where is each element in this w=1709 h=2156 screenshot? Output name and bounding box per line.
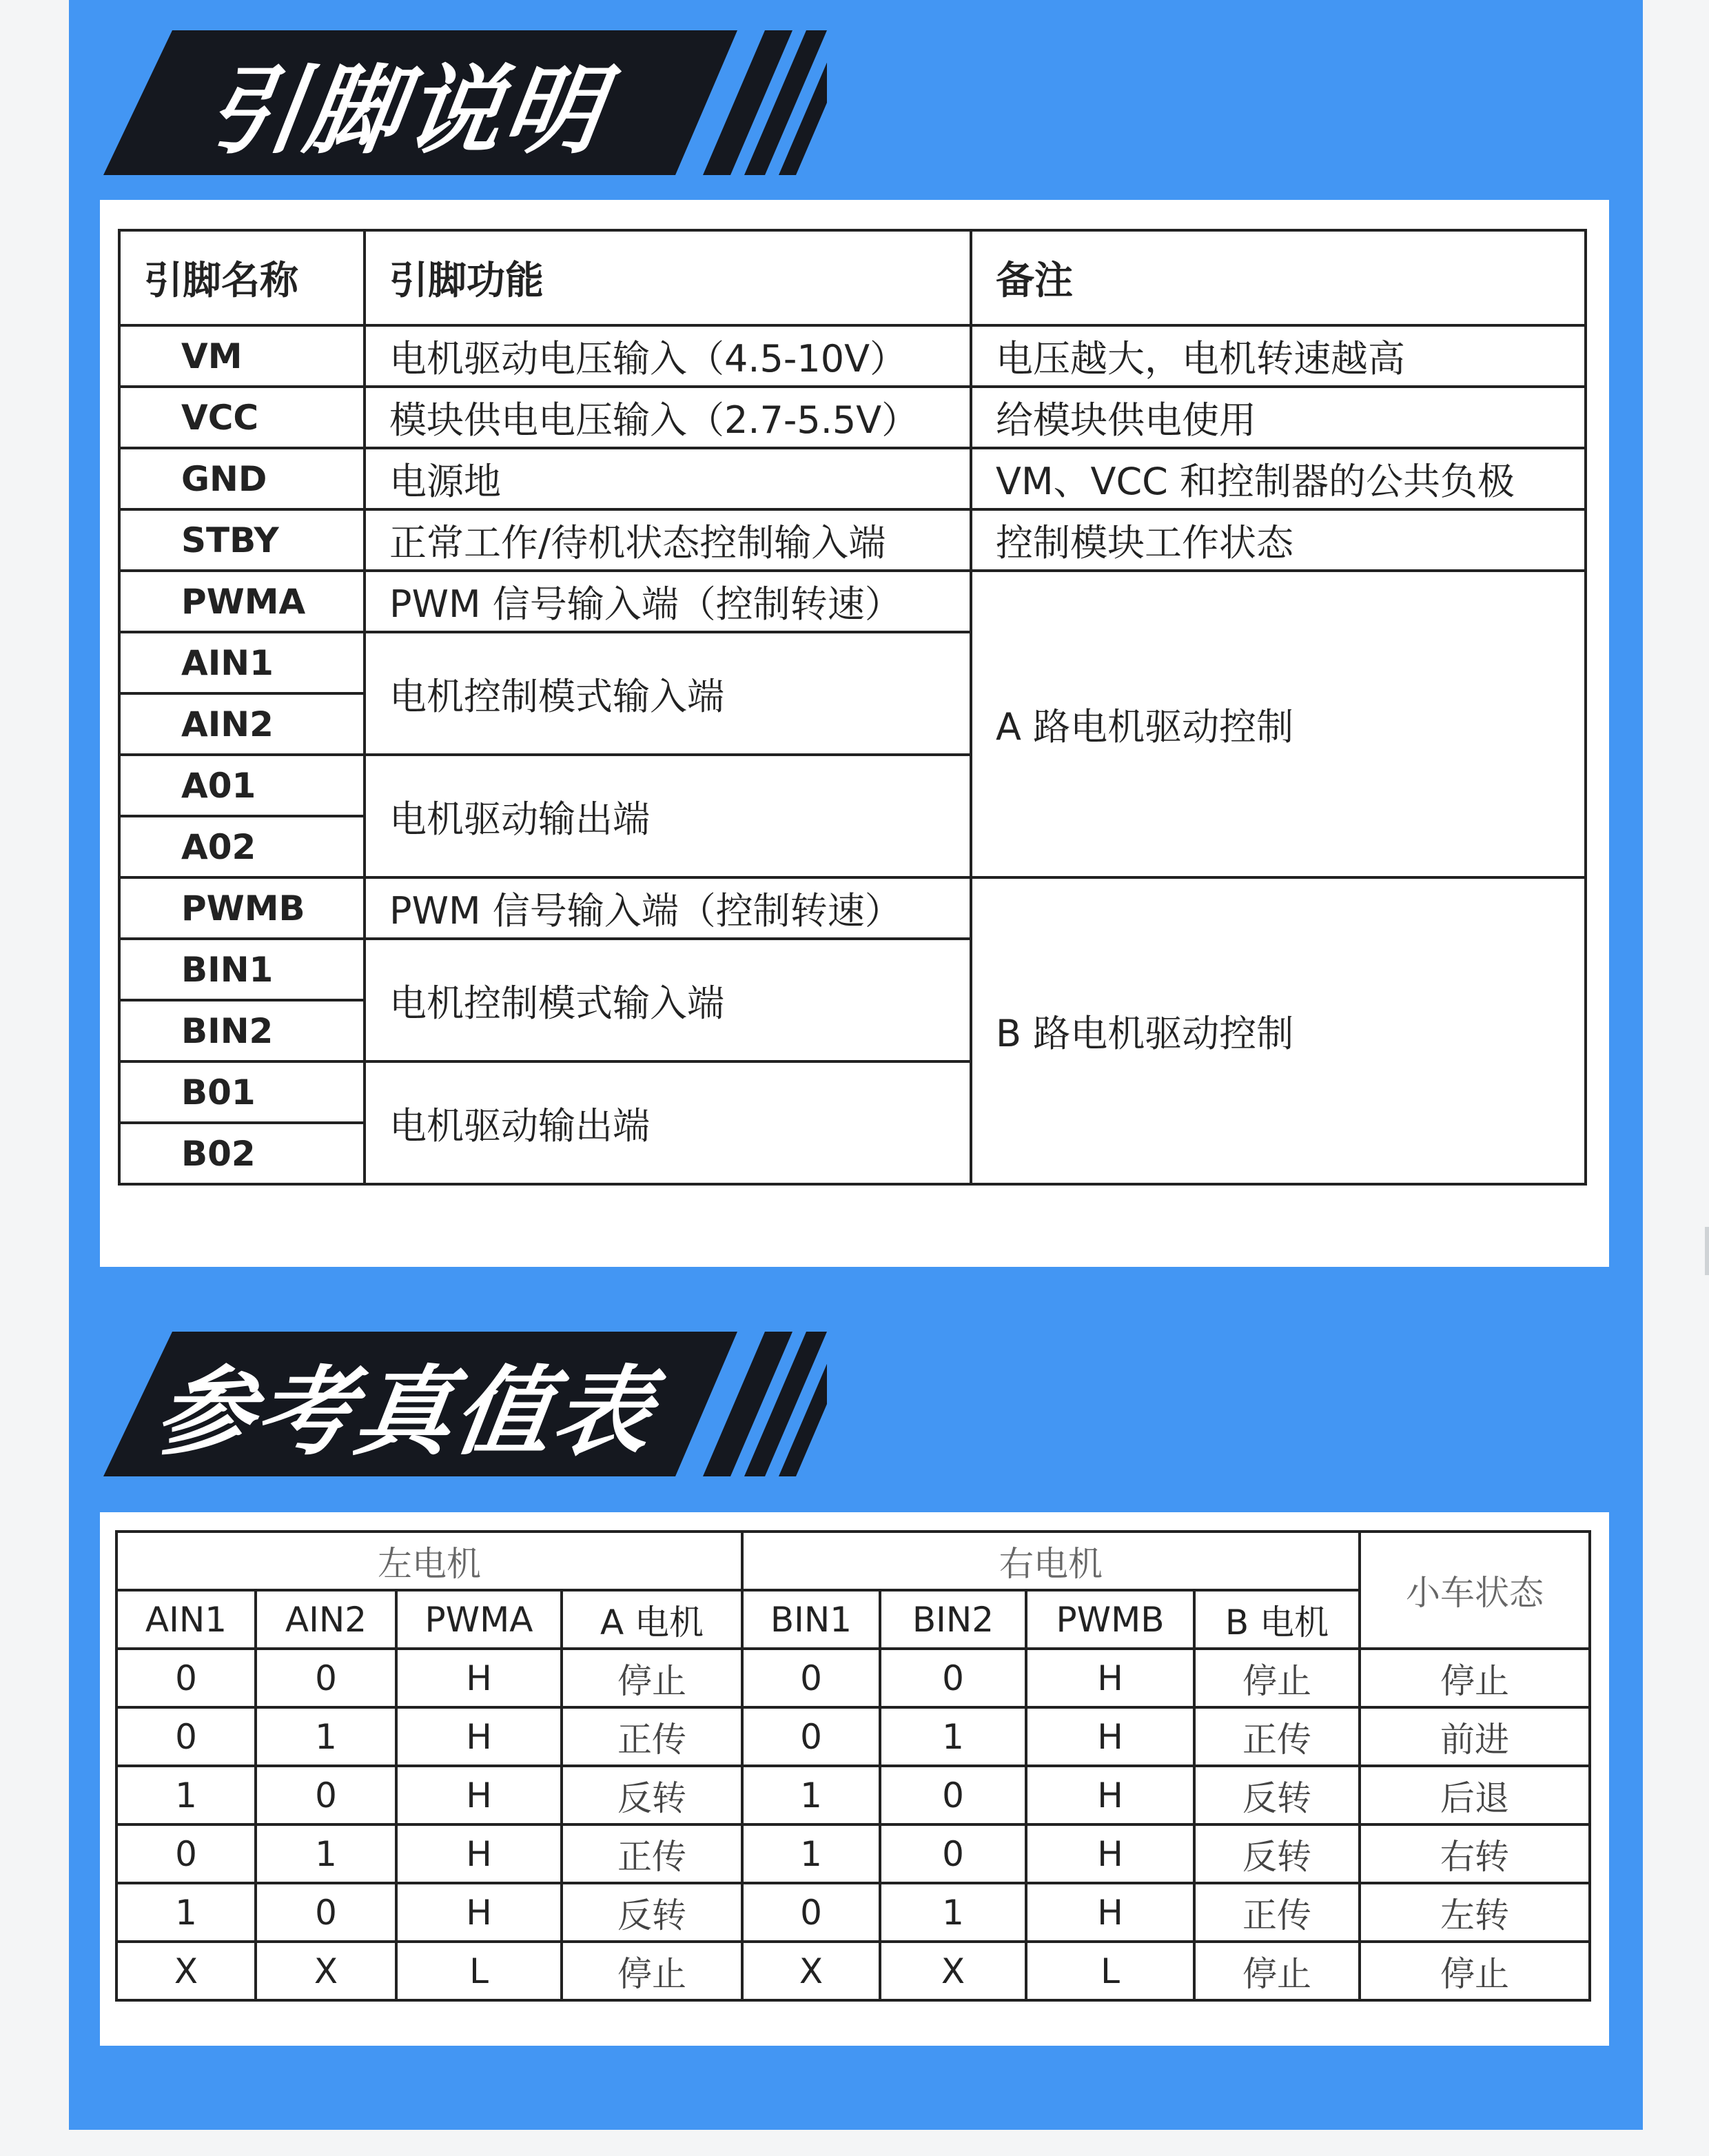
header-pwma: PWMA [396,1590,562,1649]
cell-ain2: 0 [256,1766,396,1824]
cell-bin1: 0 [742,1649,880,1707]
pin-name: PWMA [119,571,365,632]
pin-note: 控制模块工作状态 [971,509,1586,571]
cell-b-motor: 正传 [1194,1883,1360,1942]
pin-function: PWM 信号输入端（控制转速） [365,877,971,939]
cell-car-state: 右转 [1360,1824,1590,1883]
cell-ain2: X [256,1942,396,2000]
cell-pwma: H [396,1824,562,1883]
cell-b-motor: 反转 [1194,1766,1360,1824]
cell-car-state: 停止 [1360,1942,1590,2000]
truth-section-banner [103,1332,827,1476]
group-left-motor: 左电机 [116,1532,742,1590]
cell-a-motor: 反转 [562,1883,742,1942]
pins-section-title: 引脚说明 [198,54,612,167]
pin-name: B02 [119,1123,365,1184]
table-row [119,325,1586,387]
cell-bin2: 0 [880,1766,1026,1824]
pin-name: AIN2 [119,693,365,755]
cell-pwma: H [396,1766,562,1824]
pin-function: 正常工作/待机状态控制输入端 [365,509,971,571]
cell-pwmb: H [1026,1824,1194,1883]
cell-pwma: H [396,1649,562,1707]
pin-table-header-row [119,230,1586,325]
cell-a-motor: 停止 [562,1649,742,1707]
pin-name: A01 [119,755,365,816]
truth-group-row [116,1532,1590,1590]
cell-ain1: 0 [116,1707,256,1766]
pin-function: 电机驱动输出端 [365,755,971,877]
edge-mark [1705,1227,1709,1275]
cell-car-state: 后退 [1360,1766,1590,1824]
pin-note: 给模块供电使用 [971,387,1586,448]
pin-function: PWM 信号输入端（控制转速） [365,571,971,632]
table-row [119,448,1586,509]
table-row [116,1766,1590,1824]
table-row [119,877,1586,939]
truth-section-title: 参考真值表 [149,1356,662,1469]
header-a-motor: A 电机 [562,1590,742,1649]
cell-ain1: 1 [116,1766,256,1824]
cell-pwma: L [396,1942,562,2000]
header-ain1: AIN1 [116,1590,256,1649]
header-ain2: AIN2 [256,1590,396,1649]
group-right-motor: 右电机 [742,1532,1360,1590]
cell-bin1: 1 [742,1766,880,1824]
cell-ain2: 0 [256,1883,396,1942]
pin-table-panel [100,200,1609,1267]
cell-ain1: 0 [116,1824,256,1883]
pin-name: BIN2 [119,1000,365,1061]
pin-function: 电源地 [365,448,971,509]
pin-name: PWMB [119,877,365,939]
pin-function: 电机驱动电压输入（4.5-10V） [365,325,971,387]
pin-function: 电机控制模式输入端 [365,632,971,755]
cell-a-motor: 反转 [562,1766,742,1824]
table-row [119,571,1586,632]
cell-pwmb: H [1026,1649,1194,1707]
cell-ain1: 0 [116,1649,256,1707]
cell-a-motor: 正传 [562,1824,742,1883]
table-row [116,1824,1590,1883]
cell-pwmb: H [1026,1766,1194,1824]
pin-name: GND [119,448,365,509]
pin-function: 电机控制模式输入端 [365,939,971,1061]
cell-pwmb: H [1026,1883,1194,1942]
pins-section-banner [103,30,827,175]
pin-name: AIN1 [119,632,365,693]
cell-bin1: X [742,1942,880,2000]
header-car-state: 小车状态 [1360,1532,1590,1649]
cell-a-motor: 停止 [562,1942,742,2000]
cell-b-motor: 正传 [1194,1707,1360,1766]
header-bin2: BIN2 [880,1590,1026,1649]
table-row [119,387,1586,448]
pin-name: STBY [119,509,365,571]
pin-function: 电机驱动输出端 [365,1061,971,1184]
pin-table [118,229,1587,1186]
cell-pwma: H [396,1883,562,1942]
cell-ain1: 1 [116,1883,256,1942]
pin-note: VM、VCC 和控制器的公共负极 [971,448,1586,509]
pin-function: 模块供电电压输入（2.7-5.5V） [365,387,971,448]
cell-bin2: 0 [880,1824,1026,1883]
table-row [119,509,1586,571]
cell-bin2: 1 [880,1707,1026,1766]
cell-ain2: 1 [256,1824,396,1883]
pin-note: A 路电机驱动控制 [971,571,1586,877]
pin-note: B 路电机驱动控制 [971,877,1586,1184]
cell-a-motor: 正传 [562,1707,742,1766]
cell-bin1: 1 [742,1824,880,1883]
header-pin-name: 引脚名称 [119,230,365,325]
pin-name: B01 [119,1061,365,1123]
cell-bin1: 0 [742,1883,880,1942]
cell-ain1: X [116,1942,256,2000]
pin-note: 电压越大，电机转速越高 [971,325,1586,387]
header-pin-function: 引脚功能 [365,230,971,325]
cell-bin1: 0 [742,1707,880,1766]
table-row [116,1707,1590,1766]
cell-b-motor: 停止 [1194,1942,1360,2000]
header-b-motor: B 电机 [1194,1590,1360,1649]
header-note: 备注 [971,230,1586,325]
pin-name: BIN1 [119,939,365,1000]
cell-car-state: 前进 [1360,1707,1590,1766]
cell-b-motor: 反转 [1194,1824,1360,1883]
cell-b-motor: 停止 [1194,1649,1360,1707]
cell-pwma: H [396,1707,562,1766]
table-row [116,1942,1590,2000]
truth-table-panel [100,1512,1609,2046]
cell-pwmb: H [1026,1707,1194,1766]
pin-name: A02 [119,816,365,877]
cell-pwmb: L [1026,1942,1194,2000]
cell-ain2: 0 [256,1649,396,1707]
cell-bin2: X [880,1942,1026,2000]
pin-name: VCC [119,387,365,448]
header-pwmb: PWMB [1026,1590,1194,1649]
table-row [116,1883,1590,1942]
cell-bin2: 1 [880,1883,1026,1942]
table-row [116,1649,1590,1707]
header-bin1: BIN1 [742,1590,880,1649]
cell-car-state: 停止 [1360,1649,1590,1707]
pin-name: VM [119,325,365,387]
cell-bin2: 0 [880,1649,1026,1707]
cell-car-state: 左转 [1360,1883,1590,1942]
truth-table [115,1530,1591,2002]
cell-ain2: 1 [256,1707,396,1766]
